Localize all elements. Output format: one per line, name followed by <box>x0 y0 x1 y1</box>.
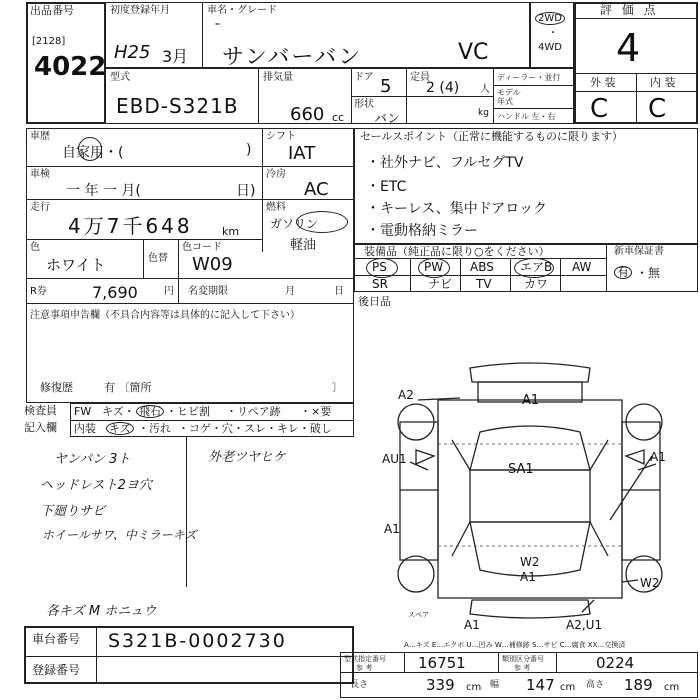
divider <box>26 239 262 240</box>
equip-item: ナビ <box>428 277 453 291</box>
len-value: 339 <box>426 676 455 694</box>
equip-item: ABS <box>470 260 494 274</box>
repair-value: 有 〔箇所 <box>104 381 152 394</box>
mileage-value: 4万7千648 <box>68 214 193 238</box>
lot-number: 4022 <box>34 52 107 82</box>
equip-item: PW <box>424 260 444 274</box>
handle-label: ハンドル 左・右 <box>497 112 556 121</box>
inspection-label: 車検 <box>30 169 50 180</box>
selling-label: セールスポイント（正常に機能するものに限ります） <box>360 130 624 143</box>
mileage-unit: km <box>222 225 240 238</box>
len-label: 長さ <box>350 680 369 690</box>
divider <box>70 420 354 421</box>
shift-label: シフト <box>266 131 296 142</box>
grade: VC <box>458 40 489 65</box>
note-line: ホイールサワ、中ミラーキズ <box>42 528 197 542</box>
drive-2wd: 2WD <box>535 12 565 25</box>
reg-era: H25 <box>114 42 151 63</box>
dealer-label: ディーラー・並行 <box>497 73 561 82</box>
divider <box>574 18 698 19</box>
mileage-label: 走行 <box>30 202 50 213</box>
deadline-month: 月 <box>285 286 295 297</box>
chassis-label: 車台番号 <box>32 632 81 646</box>
reg-label: 初度登録年月 <box>110 5 170 16</box>
color-value: ホワイト <box>46 256 106 274</box>
disp-label: 排気量 <box>263 72 293 83</box>
damage-mark: A1 <box>520 570 536 584</box>
model-year-label: モデル年式 <box>497 88 521 106</box>
repair-label: 修復歴 <box>40 381 73 394</box>
damage-mark: W2 <box>520 555 540 569</box>
disp-value: 660 <box>290 104 325 125</box>
name-dash: ˉ <box>214 22 221 38</box>
doors-label: ドア <box>354 72 374 83</box>
ref1: 参 考 <box>356 664 373 672</box>
damage-mark: A2 <box>398 388 414 402</box>
drive-dot: ・ <box>548 28 558 39</box>
divider <box>178 239 179 303</box>
divider <box>96 626 97 684</box>
divider <box>26 166 354 167</box>
checker-fw: FW <box>74 405 92 418</box>
divider <box>262 128 263 252</box>
checker-label: 検査員 <box>24 404 57 417</box>
equip-circle <box>366 258 398 278</box>
divider <box>410 258 411 292</box>
divider <box>258 68 259 124</box>
hgt-cm: cm <box>664 682 680 693</box>
ac-value: AC <box>304 179 329 200</box>
car-name: サンバーバン <box>222 45 363 70</box>
cls-no: 0224 <box>596 654 635 672</box>
deadline-day: 日 <box>334 286 344 297</box>
equip-item: カワ <box>524 277 549 291</box>
lot-label: 出品番号 <box>30 4 74 17</box>
divider <box>202 2 203 68</box>
damage-mark: W2 <box>640 576 660 590</box>
note-line: 外老ツヤヒケ <box>208 450 287 465</box>
divider <box>143 239 144 278</box>
divider <box>493 108 574 109</box>
selling-item: ・ETC <box>366 179 407 195</box>
damage-mark: A1 <box>650 450 666 464</box>
reg-no-label: 登録番号 <box>32 663 81 677</box>
history-value: 自家用・( <box>62 145 124 161</box>
selling-item: ・電動格納ミラー <box>366 223 478 239</box>
after-label: 後日品 <box>358 295 391 308</box>
score-value: 4 <box>616 26 641 70</box>
checker-item: ・汚れ <box>138 422 171 435</box>
color-code-label: 色コード <box>182 242 222 253</box>
checker-item: ・リペア跡 <box>226 405 281 418</box>
shift-value: IAT <box>288 143 316 164</box>
divider <box>510 258 511 292</box>
damage-mark: A1 <box>384 522 400 536</box>
equip-item: エアB <box>520 260 553 274</box>
selling-item: ・社外ナビ、フルセグTV <box>366 155 524 171</box>
diagram-legend: A…キズ E…エクボ U…凹み W…補修跡 S…サビ C…腐食 XX…交換済 <box>404 641 626 649</box>
notice-label: 注意事項申告欄（不具合内容等は具体的に記入して下さい） <box>30 310 300 321</box>
disp-unit: cc <box>332 111 345 124</box>
inspection-day: 日) <box>236 183 256 199</box>
divider <box>24 656 354 657</box>
type-no-label: 型式指定番号 <box>344 655 386 663</box>
history-label: 車歴 <box>30 131 50 142</box>
model-value: EBD-S321B <box>116 94 239 118</box>
divider <box>354 258 606 259</box>
shape-label: 形状 <box>354 99 374 110</box>
type-no: 16751 <box>418 654 466 672</box>
checker-int: 内装 <box>74 422 96 435</box>
name-label: 車名・グレード <box>207 5 277 16</box>
new-cert-label: 新車保証書 <box>614 246 664 257</box>
recycle-unit: 円 <box>164 286 174 297</box>
repair-close: 〕 <box>332 381 343 394</box>
checker-label2: 記入欄 <box>24 421 57 434</box>
note-line: ヘッドレスト2ヨ穴 <box>40 478 152 493</box>
hgt-value: 189 <box>624 676 653 694</box>
recycle-label: R券 <box>30 286 47 297</box>
hgt-label: 高さ <box>586 680 605 690</box>
fuel-value2: 軽油 <box>290 238 317 253</box>
reg-month: 3月 <box>162 47 189 66</box>
checker-item: ・ヒビ割 <box>166 405 210 418</box>
checker-item: ・コゲ・穴・スレ・キレ・破し <box>178 422 332 435</box>
lot-small: [2128] <box>32 36 66 47</box>
cert-no: ・無 <box>636 266 661 280</box>
divider <box>493 68 494 124</box>
shape-note: kg <box>478 108 489 118</box>
divider <box>560 258 561 292</box>
equip-item: AW <box>572 260 592 274</box>
divider <box>351 96 493 97</box>
cap-value: 2 (4) <box>426 80 460 96</box>
cap-label: 定員 <box>410 72 430 83</box>
checker-item: キズ・ <box>102 405 135 418</box>
divider <box>186 437 187 587</box>
equip-item: PS <box>372 260 387 274</box>
damage-mark: A1 <box>522 393 540 408</box>
divider <box>404 652 405 672</box>
color-change-label: 色替 <box>148 253 168 264</box>
int-label: 内 装 <box>650 76 676 89</box>
equip-item: SR <box>372 277 388 291</box>
fuel-circle <box>296 211 348 233</box>
spare-label: スペア <box>408 611 429 619</box>
color-code-value: W09 <box>192 254 233 275</box>
deadline-label: 名変期限 <box>188 286 228 297</box>
checker-item: 飛石 <box>136 405 164 418</box>
damage-mark: A1 <box>464 618 480 632</box>
note-line: ヤンパン 3ト <box>54 452 131 467</box>
ext-grade: C <box>590 94 609 124</box>
damage-mark: A2,U1 <box>566 618 603 632</box>
fuel-label: 燃料 <box>266 202 286 213</box>
equip-item: TV <box>476 277 492 291</box>
recycle-value: 7,690 <box>92 283 138 302</box>
divider <box>493 85 574 86</box>
cert-yes: 有 <box>614 266 632 279</box>
note-line: 下廻りサビ <box>40 504 106 519</box>
history-circle <box>78 137 102 161</box>
divider <box>606 244 607 292</box>
divider <box>556 652 557 672</box>
chassis-value: S321B-0002730 <box>108 630 287 652</box>
divider <box>26 278 354 279</box>
equip-circle <box>418 258 450 278</box>
cls-label: 類別区分番号 <box>502 655 544 663</box>
equip-circle <box>514 258 554 278</box>
divider <box>636 73 637 124</box>
wid-value: 147 <box>526 676 555 694</box>
fuel-value: ガソリン <box>270 217 319 231</box>
color-label: 色 <box>30 242 40 253</box>
len-cm: cm <box>466 682 482 693</box>
history-close: ) <box>246 142 252 158</box>
shape-value: バン <box>374 112 401 127</box>
equipment-label: 装備品（純正品に限り○をください） <box>364 245 550 258</box>
note-line: 各キズ M ホニュウ <box>46 604 157 619</box>
divider <box>460 258 461 292</box>
damage-mark: AU1 <box>382 452 407 466</box>
ref2: 参 考 <box>514 664 531 672</box>
selling-item: ・キーレス、集中ドアロック <box>366 201 548 217</box>
wid-cm: cm <box>560 682 576 693</box>
ext-label: 外 装 <box>590 76 616 89</box>
drive-4wd: 4WD <box>538 42 562 53</box>
inspection-value: 一 年 一 月( <box>66 183 141 199</box>
model-label: 型式 <box>110 72 130 83</box>
cap-unit: 人 <box>480 84 490 95</box>
checker-item: キズ <box>106 422 134 435</box>
divider <box>26 303 354 304</box>
doors-value: 5 <box>380 76 392 97</box>
checker-item: ・×要 <box>300 405 332 418</box>
divider <box>498 652 499 672</box>
damage-mark: SA1 <box>508 462 534 477</box>
wid-label: 幅 <box>490 680 500 690</box>
ac-label: 冷房 <box>266 169 286 180</box>
int-grade: C <box>648 94 667 124</box>
score-label: 評 価 点 <box>600 3 659 17</box>
divider <box>574 91 698 92</box>
